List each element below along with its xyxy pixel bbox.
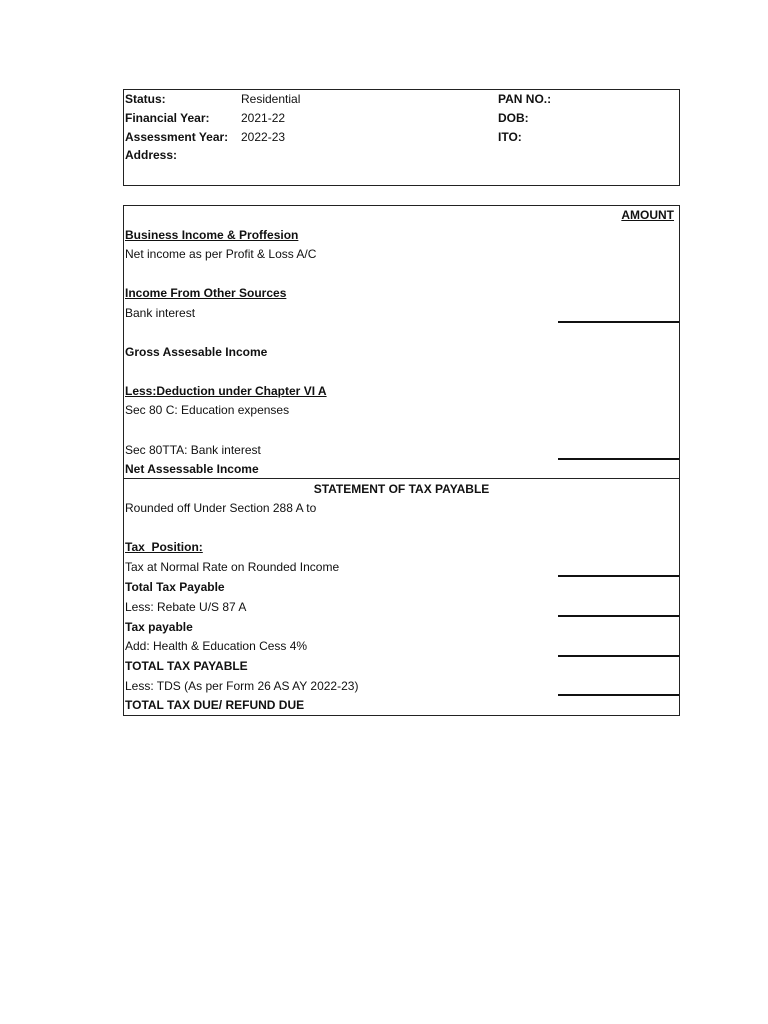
financial-year-label: Financial Year: <box>125 111 210 125</box>
tds-row: Less: TDS (As per Form 26 AS AY 2022-23) <box>125 679 359 693</box>
status-label: Status: <box>125 92 166 106</box>
gross-income-row: Gross Assesable Income <box>125 345 268 359</box>
other-sources-heading: Income From Other Sources <box>125 286 287 300</box>
address-label: Address: <box>125 148 178 162</box>
rebate-row: Less: Rebate U/S 87 A <box>125 600 247 614</box>
rounded-off-row: Rounded off Under Section 288 A to <box>125 501 317 515</box>
section-divider <box>124 478 679 479</box>
tax-normal-rate-row: Tax at Normal Rate on Rounded Income <box>125 560 340 574</box>
assessment-year-label: Assessment Year: <box>125 130 229 144</box>
subtotal-line <box>558 694 679 696</box>
sec-80tta-row: Sec 80TTA: Bank interest <box>125 443 261 457</box>
net-income-pl-row: Net income as per Profit & Loss A/C <box>125 247 317 261</box>
status-value: Residential <box>241 92 301 106</box>
cess-row: Add: Health & Education Cess 4% <box>125 639 308 653</box>
subtotal-line <box>558 321 679 323</box>
bank-interest-row: Bank interest <box>125 306 196 320</box>
subtotal-line <box>558 458 679 460</box>
deduction-heading: Less:Deduction under Chapter VI A <box>125 384 327 398</box>
net-assessable-row: Net Assessable Income <box>125 462 259 476</box>
total-tax-payable-row: Total Tax Payable <box>125 580 225 594</box>
tax-payable-row: Tax payable <box>125 620 193 634</box>
subtotal-line <box>558 655 679 657</box>
pan-label: PAN NO.: <box>498 92 552 106</box>
total-tax-payable-caps-row: TOTAL TAX PAYABLE <box>125 659 248 673</box>
sec-80c-row: Sec 80 C: Education expenses <box>125 403 290 417</box>
amount-column-header: AMOUNT <box>621 208 674 222</box>
subtotal-line <box>558 615 679 617</box>
tax-position-heading: Tax Position: <box>125 540 203 554</box>
business-income-heading: Business Income & Proffesion <box>125 228 299 242</box>
statement-title: STATEMENT OF TAX PAYABLE <box>313 482 490 496</box>
dob-label: DOB: <box>498 111 529 125</box>
assessment-year-value: 2022-23 <box>241 130 286 144</box>
total-due-refund-row: TOTAL TAX DUE/ REFUND DUE <box>125 698 305 712</box>
subtotal-line <box>558 575 679 577</box>
ito-label: ITO: <box>498 130 522 144</box>
financial-year-value: 2021-22 <box>241 111 286 125</box>
